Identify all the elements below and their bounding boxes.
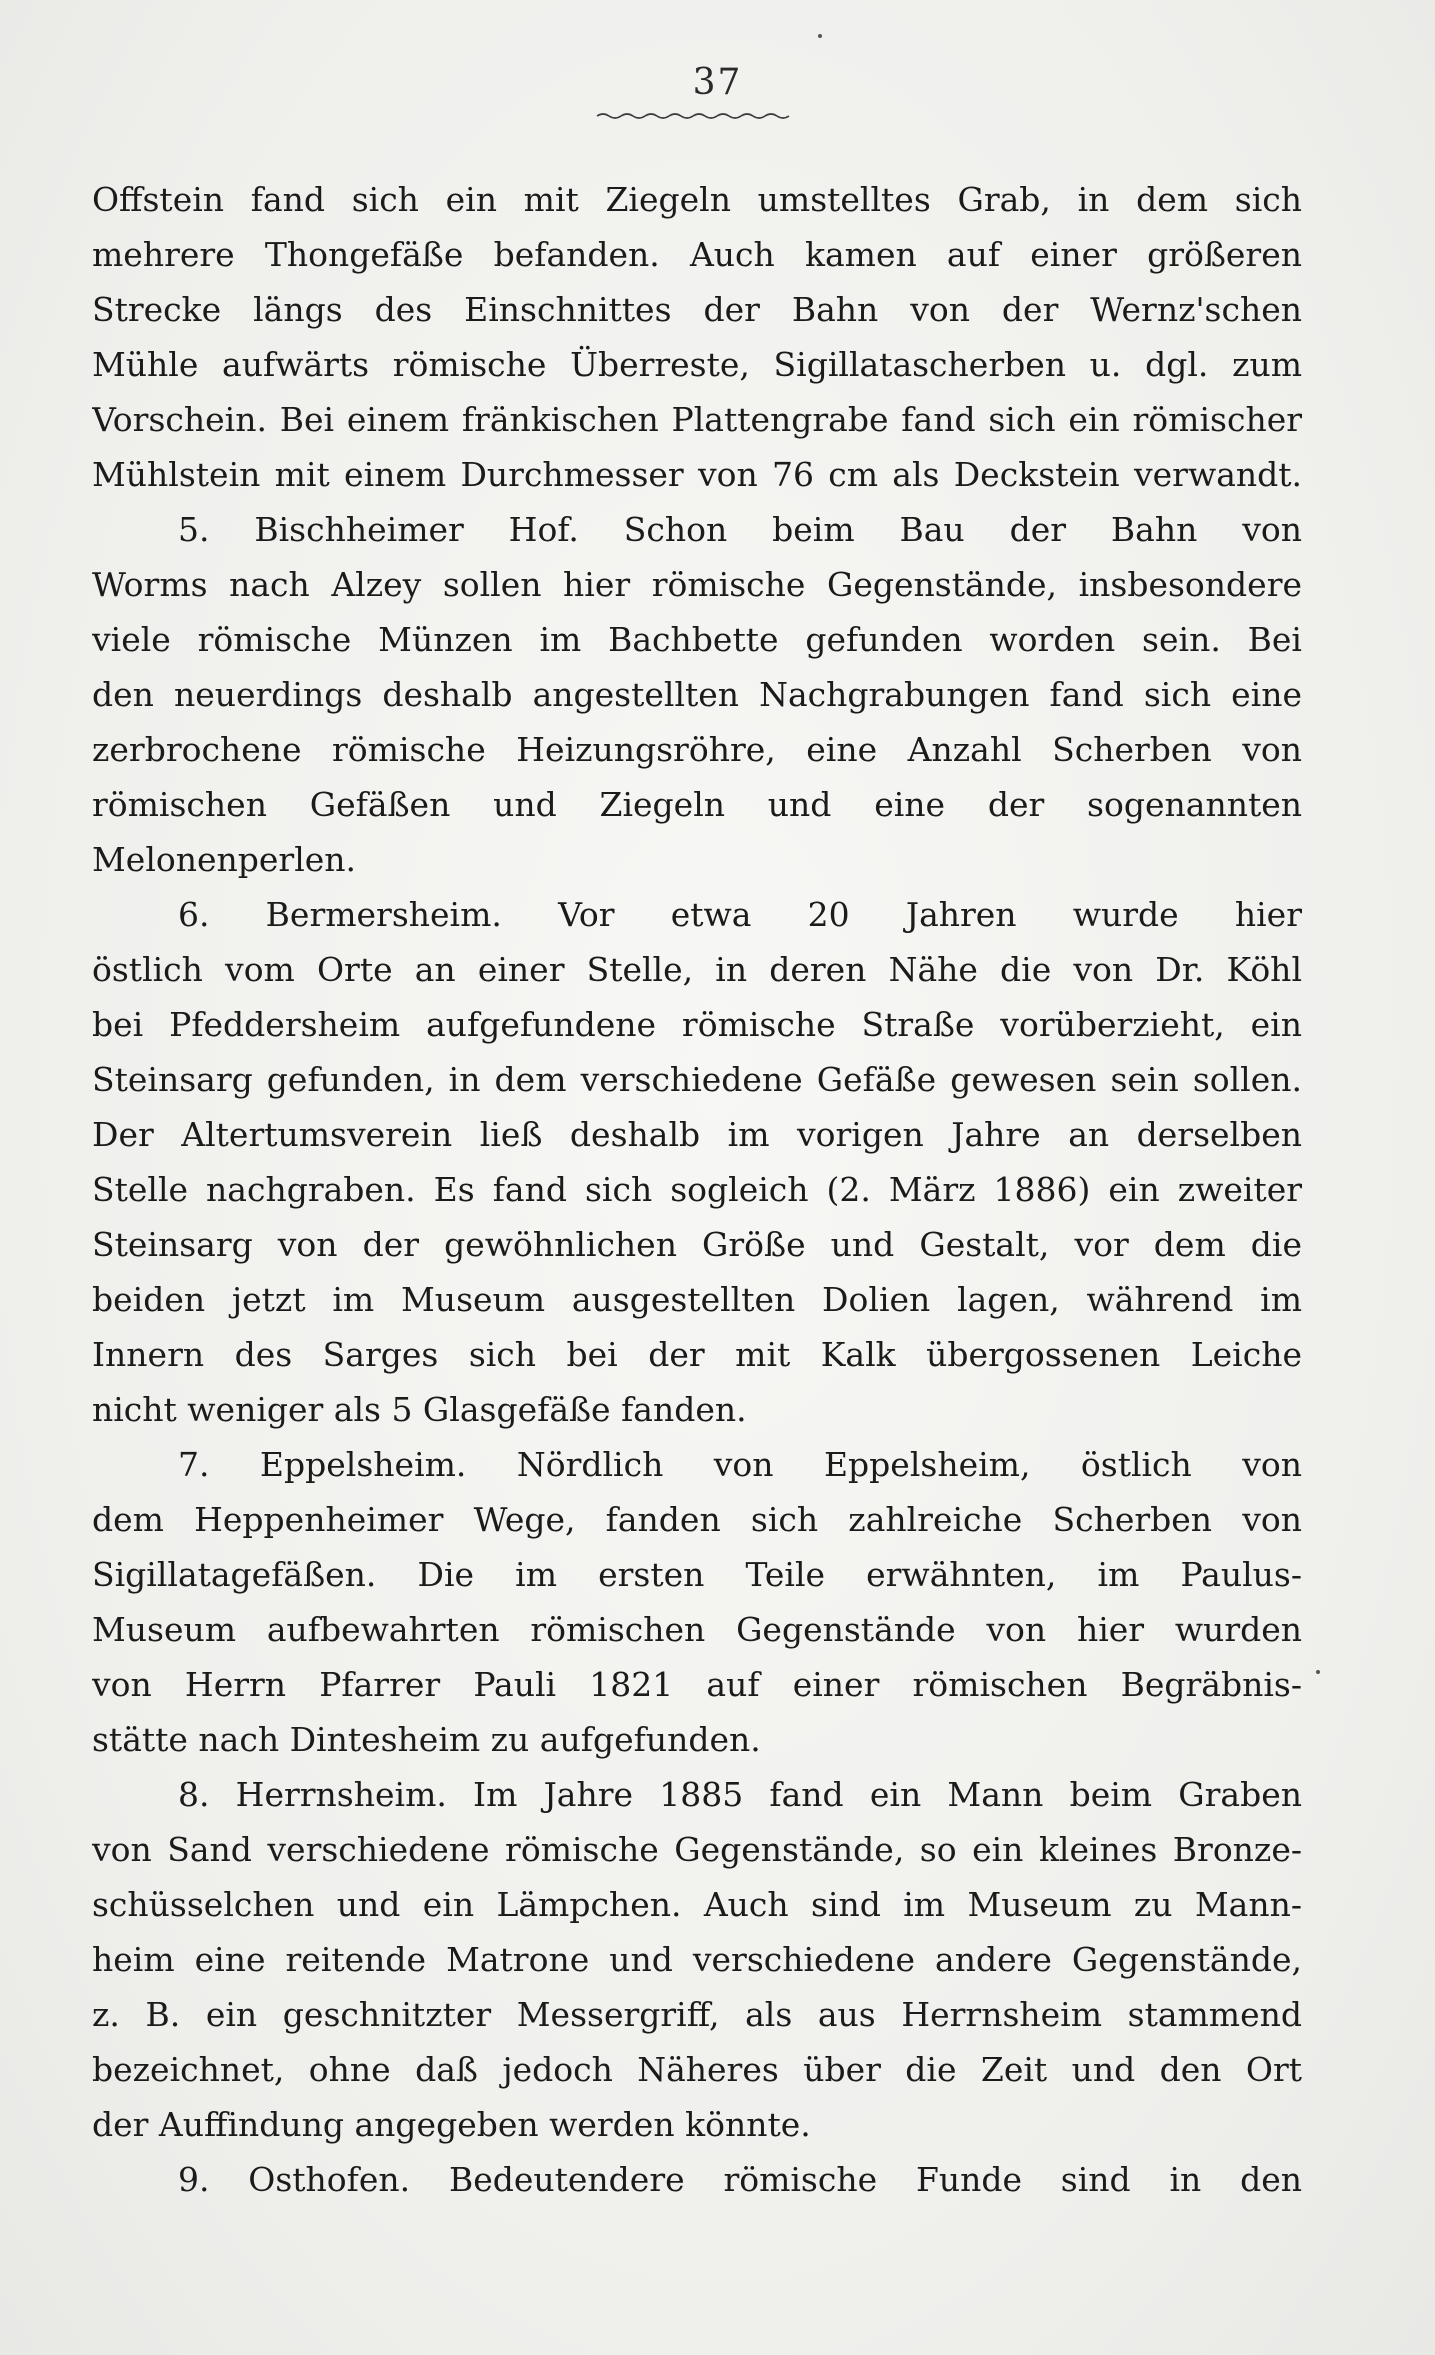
text-line: schüsselchen und ein Lämpchen. Auch sind im Museum zu Mann- — [92, 1885, 1302, 1924]
text-line: 5. Bischheimer Hof. Schon beim Bau der Bahn von — [178, 510, 1302, 549]
text-line: östlich vom Orte an einer Stelle, in deren Nähe die von Dr. Köhl — [92, 950, 1302, 989]
text-line: von Herrn Pfarrer Pauli 1821 auf einer römischen Begräbnis- — [92, 1665, 1302, 1704]
text-line: stätte nach Dintesheim zu aufgefunden. — [92, 1720, 761, 1759]
text-line: bezeichnet, ohne daß jedoch Näheres über die Zeit und den Ort — [92, 2050, 1302, 2089]
text-line: z. B. ein geschnitzter Messergriff, als aus Herrnsheim stammend — [92, 1995, 1302, 2034]
text-line: mehrere Thongefäße befanden. Auch kamen auf einer größeren — [92, 235, 1302, 274]
text-line: Worms nach Alzey sollen hier römische Gegenstände, insbesondere — [92, 565, 1302, 604]
text-line: nicht weniger als 5 Glasgefäße fanden. — [92, 1390, 747, 1429]
text-line: viele römische Münzen im Bachbette gefunden worden sein. Bei — [92, 620, 1302, 659]
header-ornament-rule — [595, 110, 795, 122]
text-line: der Auffindung angegeben werden könnte. — [92, 2105, 811, 2144]
text-line: heim eine reitende Matrone und verschiedene andere Gegenstände, — [92, 1940, 1302, 1979]
text-line: Mühle aufwärts römische Überreste, Sigillatascherben u. dgl. zum — [92, 345, 1302, 384]
page-number: 37 — [692, 62, 743, 103]
text-line: den neuerdings deshalb angestellten Nachgrabungen fand sich eine — [92, 675, 1302, 714]
paper-speck — [1316, 1670, 1320, 1674]
text-line: 7. Eppelsheim. Nördlich von Eppelsheim, östlich von — [178, 1445, 1302, 1484]
text-line: dem Heppenheimer Wege, fanden sich zahlreiche Scherben von — [92, 1500, 1302, 1539]
text-line: zerbrochene römische Heizungsröhre, eine Anzahl Scherben von — [92, 730, 1302, 769]
body-text — [92, 172, 1302, 2207]
text-line: Melonenperlen. — [92, 840, 357, 879]
paper-speck — [818, 34, 822, 38]
text-line: 8. Herrnsheim. Im Jahre 1885 fand ein Mann beim Graben — [178, 1775, 1302, 1814]
text-line: beiden jetzt im Museum ausgestellten Dolien lagen, während im — [92, 1280, 1302, 1319]
text-line: bei Pfeddersheim aufgefundene römische Straße vorüberzieht, ein — [92, 1005, 1302, 1044]
text-line: Steinsarg von der gewöhnlichen Größe und Gestalt, vor dem die — [92, 1225, 1302, 1264]
text-line: von Sand verschiedene römische Gegenstände, so ein kleines Bronze- — [92, 1830, 1302, 1869]
text-line: Mühlstein mit einem Durchmesser von 76 cm als Deckstein verwandt. — [92, 455, 1302, 494]
text-line: 9. Osthofen. Bedeutendere römische Funde sind in den — [178, 2160, 1302, 2199]
text-line: Steinsarg gefunden, in dem verschiedene Gefäße gewesen sein sollen. — [92, 1060, 1302, 1099]
text-line: römischen Gefäßen und Ziegeln und eine der sogenannten — [92, 785, 1302, 824]
text-line: Der Altertumsverein ließ deshalb im vorigen Jahre an derselben — [92, 1115, 1302, 1154]
text-line: Museum aufbewahrten römischen Gegenstände von hier wurden — [92, 1610, 1302, 1649]
text-line: Innern des Sarges sich bei der mit Kalk übergossenen Leiche — [92, 1335, 1302, 1374]
text-line: Vorschein. Bei einem fränkischen Plattengrabe fand sich ein römischer — [92, 400, 1302, 439]
text-line: Offstein fand sich ein mit Ziegeln umstelltes Grab, in dem sich — [92, 180, 1302, 219]
text-line: 6. Bermersheim. Vor etwa 20 Jahren wurde hier — [178, 895, 1302, 934]
text-line: Stelle nachgraben. Es fand sich sogleich (2. März 1886) ein zweiter — [92, 1170, 1302, 1209]
text-line: Sigillatagefäßen. Die im ersten Teile erwähnten, im Paulus- — [92, 1555, 1302, 1594]
text-line: Strecke längs des Einschnittes der Bahn von der Wernz'schen — [92, 290, 1302, 329]
